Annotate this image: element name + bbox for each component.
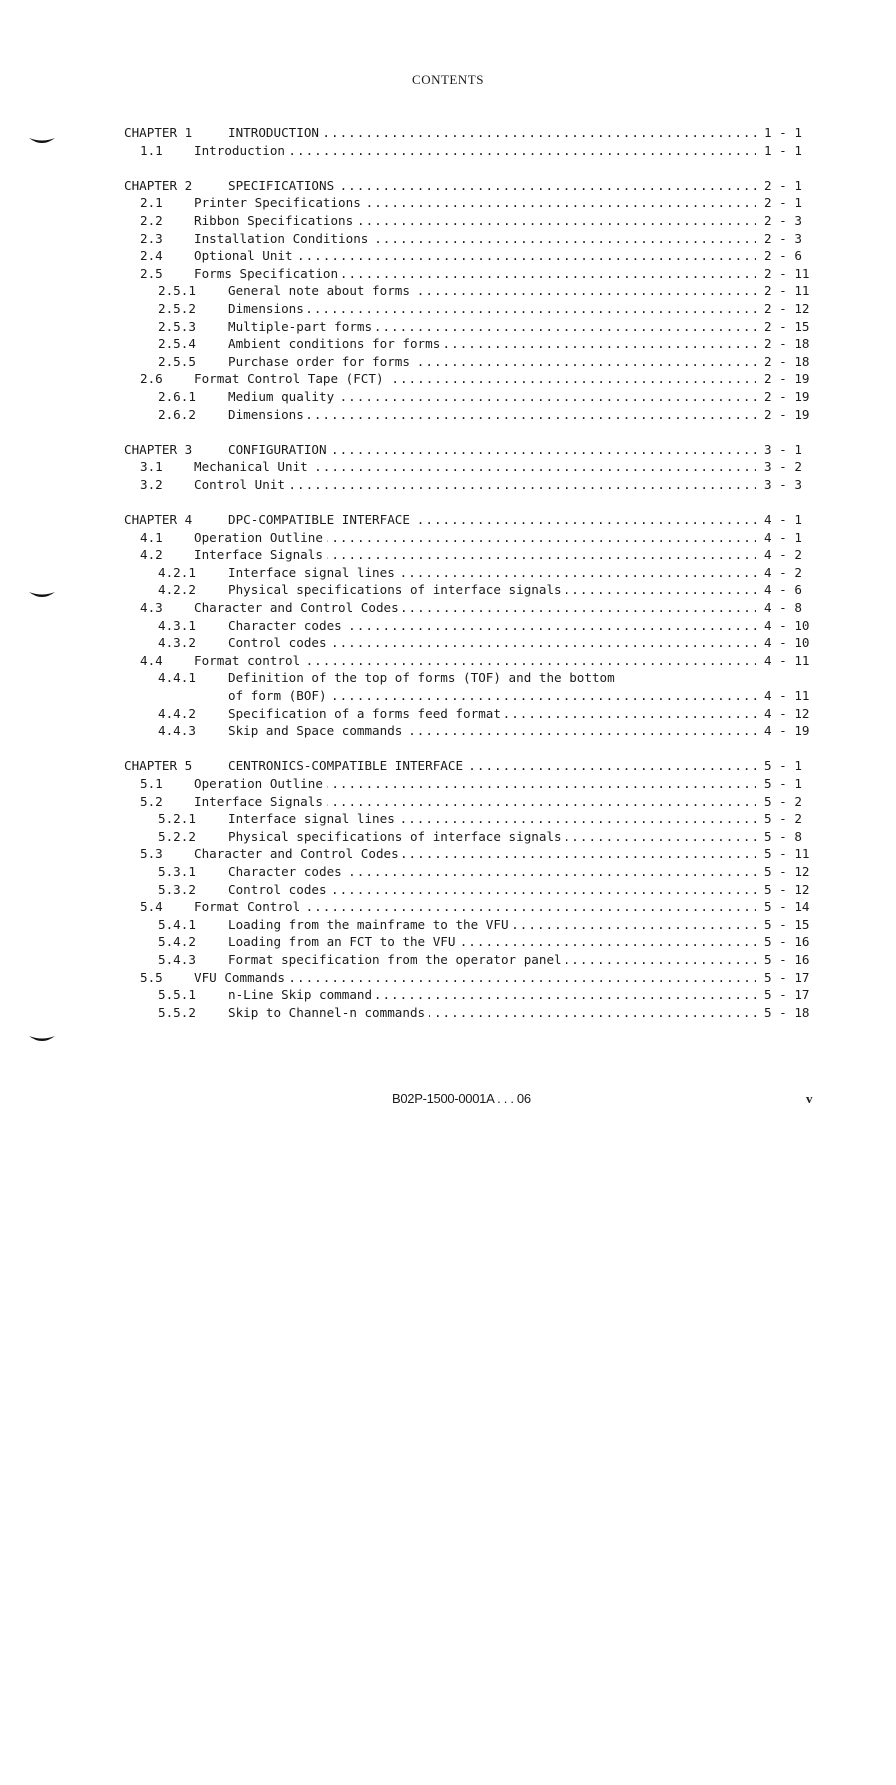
toc-entry-title: Multiple-part forms xyxy=(228,319,376,334)
toc-entry-page: 4 - 6 xyxy=(764,582,802,598)
toc-entry-title: CENTRONICS-COMPATIBLE INTERFACE xyxy=(228,758,467,773)
toc-entry-label xyxy=(194,230,756,248)
toc-entry-row xyxy=(124,898,818,916)
page-number: v xyxy=(806,1091,813,1106)
toc-entry-label xyxy=(194,370,756,388)
binder-hole-mark xyxy=(28,1034,56,1044)
toc-entry-row xyxy=(124,652,818,670)
toc-entry-row xyxy=(124,1004,818,1022)
toc-entry-page: 2 - 3 xyxy=(764,230,802,246)
toc-entry-label xyxy=(194,599,756,617)
toc-entry-page: 2 - 1 xyxy=(764,195,802,211)
toc-entry-page: 5 - 1 xyxy=(764,775,802,791)
toc-entry-page: 4 - 12 xyxy=(764,705,810,721)
toc-entry-page: 2 - 19 xyxy=(764,371,810,387)
toc-chapter-row xyxy=(124,441,818,459)
toc-entry-number: 5.1 xyxy=(140,775,163,791)
toc-entry-row xyxy=(124,318,818,336)
toc-entry-title: Ribbon Specifications xyxy=(194,213,357,228)
toc-entry-row xyxy=(124,247,818,265)
toc-spacer xyxy=(124,423,818,441)
toc-entry-number: 2.6 xyxy=(140,371,163,387)
toc-entry-title: INTRODUCTION xyxy=(228,125,323,140)
toc-entry-label xyxy=(228,282,756,300)
toc-entry-number: 5.4 xyxy=(140,899,163,915)
toc-entry-label xyxy=(194,793,756,811)
toc-entry-title: Dimensions xyxy=(228,301,308,316)
toc-entry-number: 4.1 xyxy=(140,529,163,545)
toc-entry-row xyxy=(124,529,818,547)
toc-entry-page: 5 - 11 xyxy=(764,846,810,862)
toc-entry-row xyxy=(124,406,818,424)
toc-entry-page: 4 - 8 xyxy=(764,600,802,616)
toc-entry-page: 4 - 2 xyxy=(764,564,802,580)
toc-entry-row xyxy=(124,705,818,723)
toc-entry-row xyxy=(124,265,818,283)
toc-entry-title: Purchase order for forms xyxy=(228,354,414,369)
toc-entry-title: Physical specifications of interface signals xyxy=(228,582,566,597)
toc-entry-number: 5.4.2 xyxy=(158,934,196,950)
toc-entry-label xyxy=(194,969,756,987)
toc-entry-number: CHAPTER 5 xyxy=(124,758,193,774)
toc-entry-number: CHAPTER 2 xyxy=(124,177,193,193)
toc-entry-title: Character and Control Codes xyxy=(194,600,403,615)
toc-entry-page: 1 - 1 xyxy=(764,125,802,140)
toc-entry-row xyxy=(124,599,818,617)
toc-entry-row xyxy=(124,564,818,582)
toc-entry-page: 4 - 10 xyxy=(764,635,810,651)
toc-entry-title: Character codes xyxy=(228,864,346,879)
toc-entry-label xyxy=(228,810,756,828)
toc-entry-title: General note about forms xyxy=(228,283,414,298)
toc-entry-label xyxy=(228,951,756,969)
toc-entry-page: 4 - 11 xyxy=(764,688,810,703)
toc-entry-label xyxy=(228,669,756,687)
toc-entry-label xyxy=(228,986,756,1004)
toc-entry-page: 2 - 15 xyxy=(764,318,810,334)
toc-entry-label xyxy=(194,458,756,476)
toc-entry-number: 5.3 xyxy=(140,846,163,862)
toc-entry-page: 2 - 11 xyxy=(764,283,810,299)
toc-entry-label xyxy=(194,247,756,265)
toc-entry-title: Character and Control Codes xyxy=(194,846,403,861)
toc-entry-page: 1 - 1 xyxy=(764,142,802,158)
toc-entry-row xyxy=(124,986,818,1004)
toc-entry-title: Format Control Tape (FCT) xyxy=(194,371,388,386)
toc-entry-title: Skip and Space commands xyxy=(228,723,406,738)
toc-entry-label xyxy=(194,775,756,793)
toc-entry-label xyxy=(228,564,756,582)
toc-entry-title: Printer Specifications xyxy=(194,195,365,210)
toc-entry-row xyxy=(124,546,818,564)
toc-entry-label xyxy=(228,634,756,652)
toc-entry-label xyxy=(228,300,756,318)
toc-entry-title: Dimensions xyxy=(228,407,308,422)
toc-entry-title: VFU Commands xyxy=(194,970,289,985)
toc-entry-page: 5 - 2 xyxy=(764,811,802,827)
toc-entry-page: 4 - 19 xyxy=(764,723,810,739)
toc-entry-row xyxy=(124,581,818,599)
toc-entry-number: 2.5.4 xyxy=(158,336,196,352)
toc-entry-number: CHAPTER 1 xyxy=(124,125,193,140)
toc-entry-row xyxy=(124,335,818,353)
toc-entry-title: Specification of a forms feed format xyxy=(228,706,505,721)
toc-entry-number: CHAPTER 4 xyxy=(124,512,193,528)
toc-entry-page: 2 - 18 xyxy=(764,336,810,352)
toc-entry-number: 2.5.5 xyxy=(158,353,196,369)
toc-entry-row xyxy=(124,476,818,494)
toc-entry-label xyxy=(228,177,756,195)
toc-entry-row xyxy=(124,212,818,230)
toc-entry-number: 4.4.2 xyxy=(158,705,196,721)
toc-entry-title: Format control xyxy=(194,653,304,668)
toc-spacer xyxy=(124,740,818,758)
toc-entry-title: n-Line Skip command xyxy=(228,987,376,1002)
toc-entry-title: of form (BOF) xyxy=(228,688,331,703)
toc-entry-title: Skip to Channel-n commands xyxy=(228,1005,429,1020)
toc-entry-page: 2 - 12 xyxy=(764,300,810,316)
toc-entry-number: 1.1 xyxy=(140,142,163,158)
toc-entry-page: 4 - 1 xyxy=(764,529,802,545)
toc-chapter-row xyxy=(124,757,818,775)
toc-entry-title: Definition of the top of forms (TOF) and the bottom xyxy=(228,670,619,685)
toc-entry-page: 2 - 18 xyxy=(764,353,810,369)
toc-entry-number: 5.4.1 xyxy=(158,916,196,932)
toc-entry-row xyxy=(124,669,818,687)
toc-entry-page: 3 - 1 xyxy=(764,441,802,457)
toc-entry-label xyxy=(228,1004,756,1022)
toc-entry-page: 5 - 17 xyxy=(764,987,810,1003)
toc-entry-label xyxy=(194,194,756,212)
toc-entry-number: 4.3.2 xyxy=(158,635,196,651)
toc-entry-number: 2.5.2 xyxy=(158,300,196,316)
toc-entry-page: 5 - 18 xyxy=(764,1004,810,1020)
toc-entry-label xyxy=(228,933,756,951)
binder-hole-mark xyxy=(28,590,56,600)
toc-entry-page: 2 - 19 xyxy=(764,406,810,422)
toc-entry-row xyxy=(124,969,818,987)
toc-entry-row xyxy=(124,617,818,635)
toc-entry-title: Optional Unit xyxy=(194,248,297,263)
toc-entry-label xyxy=(228,581,756,599)
toc-entry-page: 5 - 12 xyxy=(764,863,810,879)
toc-entry-page: 5 - 16 xyxy=(764,951,810,967)
toc-entry-page: 5 - 15 xyxy=(764,916,810,932)
toc-entry-label xyxy=(228,881,756,899)
toc-entry-page: 5 - 12 xyxy=(764,881,810,897)
toc-entry-label xyxy=(194,898,756,916)
page-title: CONTENTS xyxy=(412,72,484,87)
toc-entry-title: Control Unit xyxy=(194,477,289,492)
toc-entry-row xyxy=(124,687,818,705)
toc-entry-label xyxy=(228,757,756,775)
toc-entry-page: 2 - 11 xyxy=(764,265,810,281)
toc-entry-page: 5 - 16 xyxy=(764,934,810,950)
toc-entry-label xyxy=(194,845,756,863)
toc-entry-row xyxy=(124,810,818,828)
toc-entry-number: 3.1 xyxy=(140,459,163,475)
toc-entry-page: 3 - 3 xyxy=(764,476,802,492)
toc-entry-number: CHAPTER 3 xyxy=(124,441,193,457)
toc-entry-number: 2.5 xyxy=(140,265,163,281)
binder-hole-mark xyxy=(28,136,56,146)
toc-entry-title: Loading from the mainframe to the VFU xyxy=(228,917,513,932)
toc-entry-row xyxy=(124,194,818,212)
toc-entry-row xyxy=(124,370,818,388)
toc-entry-row xyxy=(124,458,818,476)
toc-entry-label xyxy=(228,318,756,336)
toc-entry-label xyxy=(228,722,756,740)
toc-entry-page: 4 - 2 xyxy=(764,547,802,563)
toc-entry-number: 3.2 xyxy=(140,476,163,492)
toc-entry-title: Physical specifications of interface signals xyxy=(228,829,566,844)
toc-entry-title: Operation Outline xyxy=(194,530,327,545)
toc-entry-row xyxy=(124,142,818,160)
toc-entry-title: Loading from an FCT to the VFU xyxy=(228,934,459,949)
toc-entry-page: 5 - 8 xyxy=(764,828,802,844)
toc-entry-page: 5 - 1 xyxy=(764,758,802,774)
toc-entry-row xyxy=(124,828,818,846)
toc-entry-title: Interface signal lines xyxy=(228,565,399,580)
toc-entry-title: DPC-COMPATIBLE INTERFACE xyxy=(228,512,414,527)
toc-spacer xyxy=(124,493,818,511)
toc-entry-title: Installation Conditions xyxy=(194,231,372,246)
toc-entry-number: 5.4.3 xyxy=(158,951,196,967)
toc-entry-page: 4 - 11 xyxy=(764,652,810,668)
toc-entry-row xyxy=(124,863,818,881)
toc-entry-page: 3 - 2 xyxy=(764,459,802,475)
toc-entry-number: 2.3 xyxy=(140,230,163,246)
toc-entry-number: 4.2.1 xyxy=(158,564,196,580)
toc-entry-page: 2 - 6 xyxy=(764,248,802,264)
toc-entry-label xyxy=(228,705,756,723)
toc-entry-page: 4 - 1 xyxy=(764,512,802,528)
document-code: B02P-1500-0001A . . . 06 xyxy=(392,1091,531,1106)
toc-entry-row xyxy=(124,230,818,248)
toc-entry-page: 5 - 2 xyxy=(764,793,802,809)
toc-entry-label xyxy=(228,335,756,353)
toc-entry-number: 4.3.1 xyxy=(158,617,196,633)
toc-entry-number: 4.4.1 xyxy=(158,670,196,686)
toc-chapter-row xyxy=(124,177,818,195)
toc-entry-label xyxy=(228,863,756,881)
toc-entry-number: 2.2 xyxy=(140,212,163,228)
toc-entry-row xyxy=(124,353,818,371)
toc-entry-label xyxy=(228,353,756,371)
toc-entry-number: 2.5.3 xyxy=(158,318,196,334)
toc-entry-title: SPECIFICATIONS xyxy=(228,178,338,193)
toc-entry-label xyxy=(194,212,756,230)
toc-entry-number: 2.6.2 xyxy=(158,406,196,422)
toc-entry-label xyxy=(194,142,756,160)
toc-entry-page: 5 - 17 xyxy=(764,969,810,985)
toc-entry-label xyxy=(228,511,756,529)
toc-entry-label xyxy=(228,441,756,459)
toc-entry-title: Interface signal lines xyxy=(228,811,399,826)
toc-entry-row xyxy=(124,951,818,969)
toc-entry-title: Mechanical Unit xyxy=(194,459,312,474)
toc-entry-number: 2.6.1 xyxy=(158,388,196,404)
toc-entry-label xyxy=(228,388,756,406)
toc-entry-title: Control codes xyxy=(228,635,331,650)
toc-entry-number: 5.5.2 xyxy=(158,1004,196,1020)
toc-entry-row xyxy=(124,916,818,934)
toc-entry-row xyxy=(124,388,818,406)
toc-entry-label xyxy=(228,406,756,424)
toc-entry-number: 5.3.1 xyxy=(158,863,196,879)
toc-entry-number: 4.2 xyxy=(140,547,163,563)
toc-entry-row xyxy=(124,300,818,318)
toc-entry-title: Ambient conditions for forms xyxy=(228,336,444,351)
toc-entry-number: 5.2 xyxy=(140,793,163,809)
toc-entry-page: 2 - 1 xyxy=(764,177,802,193)
toc-entry-label xyxy=(194,546,756,564)
toc-entry-number: 5.5 xyxy=(140,969,163,985)
toc-chapter-row xyxy=(124,124,818,142)
toc-entry-label xyxy=(194,476,756,494)
toc-entry-row xyxy=(124,722,818,740)
toc-entry-row xyxy=(124,282,818,300)
toc-entry-title: Introduction xyxy=(194,143,289,158)
toc-entry-row xyxy=(124,634,818,652)
toc-entry-title: Control codes xyxy=(228,882,331,897)
toc-chapter-row xyxy=(124,511,818,529)
toc-entry-number: 4.2.2 xyxy=(158,582,196,598)
toc-entry-label xyxy=(194,652,756,670)
toc-entry-number: 2.5.1 xyxy=(158,283,196,299)
toc-entry-title: CONFIGURATION xyxy=(228,442,331,457)
toc-entry-label xyxy=(228,828,756,846)
toc-entry-label xyxy=(194,265,756,283)
toc-entry-page: 2 - 3 xyxy=(764,212,802,228)
toc-entry-number: 5.2.1 xyxy=(158,811,196,827)
toc-entry-number: 5.5.1 xyxy=(158,987,196,1003)
toc-entry-number: 5.2.2 xyxy=(158,828,196,844)
toc-entry-title: Operation Outline xyxy=(194,776,327,791)
toc-entry-row xyxy=(124,881,818,899)
toc-entry-label xyxy=(228,687,756,705)
toc-entry-page: 4 - 10 xyxy=(764,617,810,633)
toc-entry-number: 4.4.3 xyxy=(158,723,196,739)
toc-entry-number: 2.1 xyxy=(140,195,163,211)
toc-entry-page: 2 - 19 xyxy=(764,388,810,404)
toc-entry-page: 5 - 14 xyxy=(764,899,810,915)
toc-entry-row xyxy=(124,933,818,951)
toc-spacer xyxy=(124,159,818,177)
toc-entry-title: Format specification from the operator panel xyxy=(228,952,566,967)
toc-entry-row xyxy=(124,775,818,793)
toc-entry-title: Forms Specification xyxy=(194,266,342,281)
toc-entry-number: 2.4 xyxy=(140,248,163,264)
toc-entry-title: Character codes xyxy=(228,618,346,633)
toc-entry-number: 4.4 xyxy=(140,652,163,668)
toc-entry-number: 5.3.2 xyxy=(158,881,196,897)
toc-entry-row xyxy=(124,793,818,811)
toc-entry-label xyxy=(228,124,756,142)
toc-entry-title: Interface Signals xyxy=(194,547,327,562)
toc-entry-title: Medium quality xyxy=(228,389,338,404)
toc-entry-label xyxy=(228,916,756,934)
toc-entry-label xyxy=(228,617,756,635)
toc-entry-title: Format Control xyxy=(194,899,304,914)
toc-entry-row xyxy=(124,845,818,863)
table-of-contents xyxy=(124,124,818,1021)
toc-entry-label xyxy=(194,529,756,547)
toc-entry-number: 4.3 xyxy=(140,600,163,616)
toc-entry-title: Interface Signals xyxy=(194,794,327,809)
